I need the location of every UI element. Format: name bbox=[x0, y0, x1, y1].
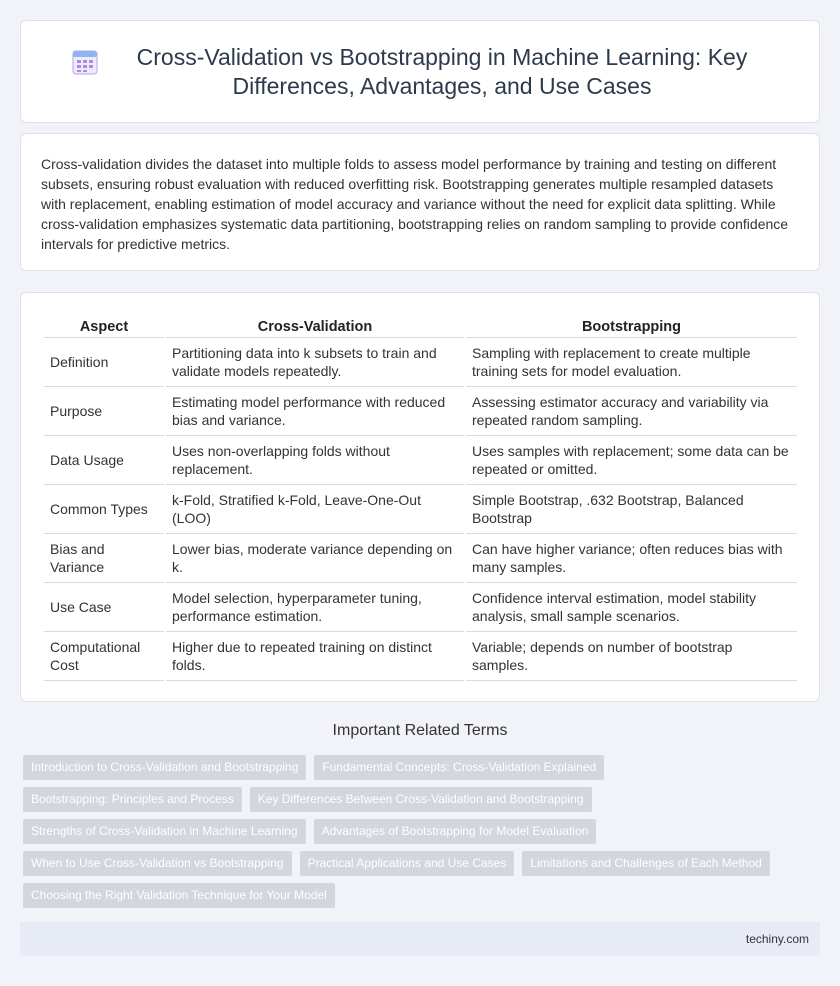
related-term-tag[interactable]: Practical Applications and Use Cases bbox=[300, 851, 515, 876]
related-terms-heading: Important Related Terms bbox=[332, 722, 508, 739]
cell-bootstrapping: Can have higher variance; often reduces bias with many samples. bbox=[466, 534, 797, 583]
cell-bootstrapping: Uses samples with replacement; some data can be repeated or omitted. bbox=[466, 436, 797, 485]
table-header-row bbox=[44, 313, 797, 338]
table-row bbox=[44, 534, 797, 583]
table-row bbox=[44, 632, 797, 681]
cell-bootstrapping: Sampling with replacement to create multiple training sets for model evaluation. bbox=[466, 338, 797, 387]
related-term-tag[interactable]: Introduction to Cross-Validation and Bootstrapping bbox=[23, 755, 306, 780]
cell-bootstrapping: Confidence interval estimation, model stability analysis, small sample scenarios. bbox=[466, 583, 797, 632]
title-card bbox=[20, 20, 820, 123]
related-terms-list bbox=[23, 755, 823, 915]
related-term-tag[interactable]: Key Differences Between Cross-Validation and Bootstrapping bbox=[250, 787, 592, 812]
related-term-tag[interactable]: Strengths of Cross-Validation in Machine Learning bbox=[23, 819, 306, 844]
table-row bbox=[44, 583, 797, 632]
cell-bootstrapping: Assessing estimator accuracy and variability via repeated random sampling. bbox=[466, 387, 797, 436]
table-row bbox=[44, 338, 797, 387]
intro-paragraph: Cross-validation divides the dataset into multiple folds to assess model performance by training and testing on different subsets, ensuring robust evaluation with reduced overfitting risk. Bootstrapping generates multiple resampled datasets with replacement, enabling estimation of model accuracy and variance without the need for explicit data splitting. While cross-validation emphasizes systematic data partitioning, bootstrapping relies on random sampling to provide confidence intervals for predictive metrics. bbox=[41, 156, 789, 252]
cell-aspect: Bias and Variance bbox=[44, 534, 164, 583]
cell-aspect: Computational Cost bbox=[44, 632, 164, 681]
related-term-tag[interactable]: Limitations and Challenges of Each Method bbox=[522, 851, 769, 876]
cell-cross-validation: k-Fold, Stratified k-Fold, Leave-One-Out (LOO) bbox=[166, 485, 464, 534]
intro-card bbox=[20, 133, 820, 271]
comparison-table-card bbox=[20, 292, 820, 702]
cell-cross-validation: Uses non-overlapping folds without replacement. bbox=[166, 436, 464, 485]
cell-cross-validation: Higher due to repeated training on distinct folds. bbox=[166, 632, 464, 681]
related-term-tag[interactable]: Bootstrapping: Principles and Process bbox=[23, 787, 242, 812]
related-term-tag[interactable]: Choosing the Right Validation Technique for Your Model bbox=[23, 883, 335, 908]
cell-bootstrapping: Simple Bootstrap, .632 Bootstrap, Balanced Bootstrap bbox=[466, 485, 797, 534]
cell-cross-validation: Partitioning data into k subsets to train and validate models repeatedly. bbox=[166, 338, 464, 387]
footer bbox=[20, 922, 820, 956]
related-term-tag[interactable]: Advantages of Bootstrapping for Model Evaluation bbox=[314, 819, 597, 844]
table-row bbox=[44, 436, 797, 485]
table-row bbox=[44, 485, 797, 534]
cell-aspect: Purpose bbox=[44, 387, 164, 436]
cell-bootstrapping: Variable; depends on number of bootstrap samples. bbox=[466, 632, 797, 681]
cell-cross-validation: Estimating model performance with reduced bias and variance. bbox=[166, 387, 464, 436]
footer-site-link[interactable]: techiny.com bbox=[745, 932, 809, 946]
header-aspect: Aspect bbox=[44, 313, 164, 338]
cell-aspect: Use Case bbox=[44, 583, 164, 632]
calendar-grid-icon bbox=[70, 47, 100, 77]
related-term-tag[interactable]: Fundamental Concepts: Cross-Validation Explained bbox=[314, 755, 604, 780]
page-title: Cross-Validation vs Bootstrapping in Machine Learning: Key Differences, Advantages, and Use Cases bbox=[136, 43, 748, 99]
cell-cross-validation: Lower bias, moderate variance depending on k. bbox=[166, 534, 464, 583]
header-bootstrapping: Bootstrapping bbox=[466, 313, 797, 338]
cell-cross-validation: Model selection, hyperparameter tuning, performance estimation. bbox=[166, 583, 464, 632]
cell-aspect: Common Types bbox=[44, 485, 164, 534]
table-row bbox=[44, 387, 797, 436]
related-term-tag[interactable]: When to Use Cross-Validation vs Bootstrapping bbox=[23, 851, 292, 876]
cell-aspect: Data Usage bbox=[44, 436, 164, 485]
comparison-table bbox=[42, 313, 799, 681]
cell-aspect: Definition bbox=[44, 338, 164, 387]
header-cross-validation: Cross-Validation bbox=[166, 313, 464, 338]
